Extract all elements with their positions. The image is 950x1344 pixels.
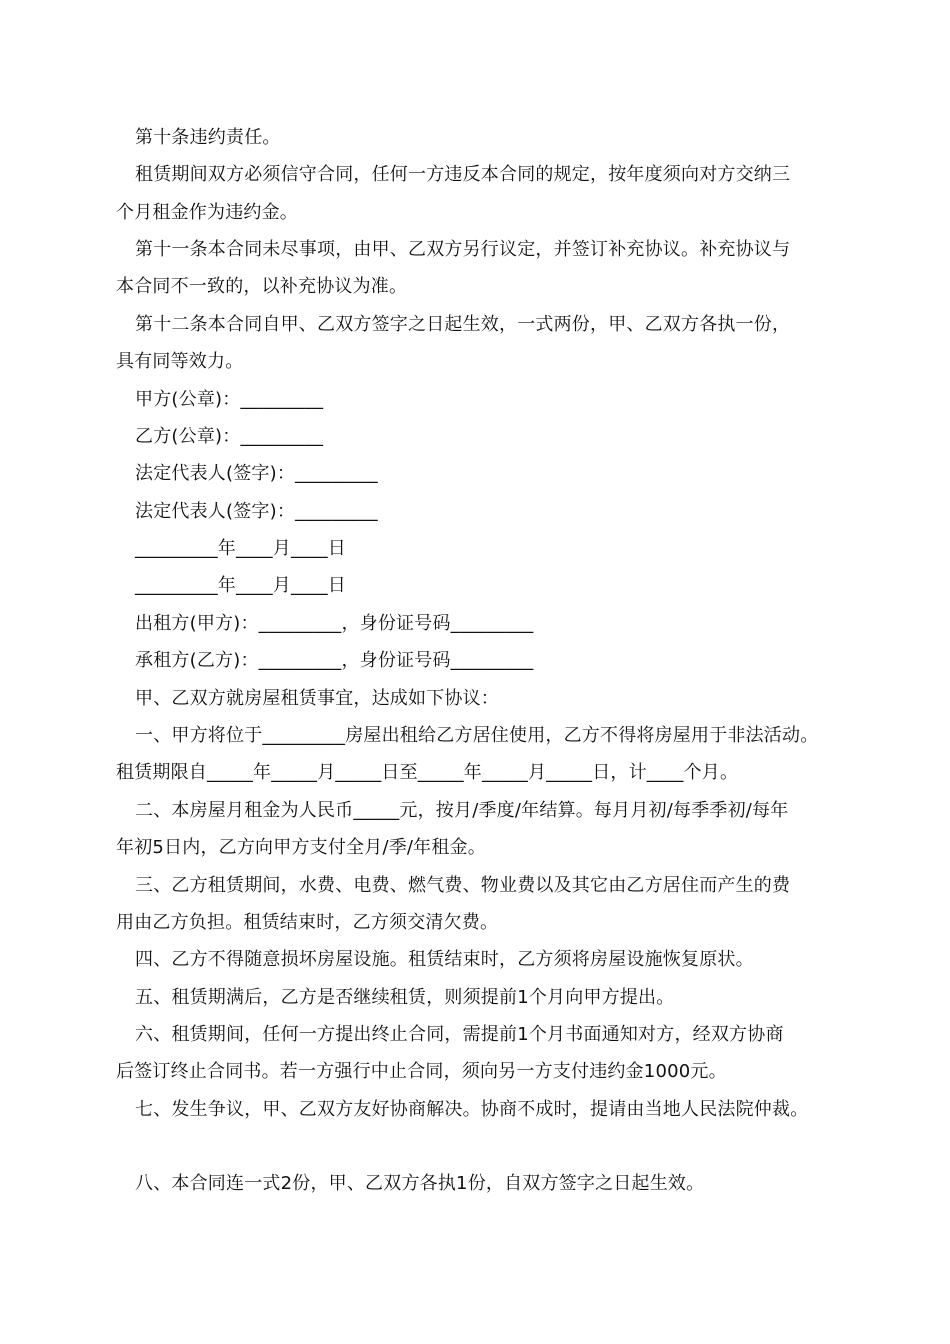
legal-rep-signature-b: 法定代表人(签字)：_________ [135,501,378,522]
article-1-cont: 租赁期限自_____年_____月_____日至_____年_____月_____日，计____个月。 [116,762,739,783]
article-5: 五、租赁期满后，乙方是否继续租赁，则须提前1个月向甲方提出。 [135,987,675,1008]
article-8: 八、本合同连一式2份，甲、乙双方各执1份，自双方签字之日起生效。 [135,1173,705,1194]
article-1: 一、甲方将位于_________房屋出租给乙方居住使用，乙方不得将房屋用于非法活动。 [135,725,819,746]
article-2-cont: 年初5日内，乙方向甲方支付全月/季/年租金。 [116,837,486,858]
clause-10-body-cont: 个月租金作为违约金。 [116,202,298,223]
legal-rep-signature-a: 法定代表人(签字)：_________ [135,463,378,484]
clause-11-body: 第十一条本合同未尽事项，由甲、乙双方另行议定，并签订补充协议。补充协议与 [135,239,791,260]
article-4: 四、乙方不得随意损坏房屋设施。租赁结束时，乙方须将房屋设施恢复原状。 [135,949,754,970]
lessor-field: 出租方(甲方)：_________，身份证号码_________ [135,613,534,634]
article-3: 三、乙方租赁期间，水费、电费、燃气费、物业费以及其它由乙方居住而产生的费 [135,875,791,896]
article-2: 二、本房屋月租金为人民币_____元，按月/季度/年结算。每月月初/每季季初/每年 [135,800,789,821]
party-a-seal-field: 甲方(公章)：_________ [135,389,324,410]
article-3-cont: 用由乙方负担。租赁结束时，乙方须交清欠费。 [116,912,499,933]
lessee-field: 承租方(乙方)：_________，身份证号码_________ [135,650,534,671]
article-6-cont: 后签订终止合同书。若一方强行中止合同，须向另一方支付违约金1000元。 [116,1061,727,1082]
date-field-b: _________年____月____日 [135,575,346,596]
clause-12-body: 第十二条本合同自甲、乙双方签字之日起生效，一式两份，甲、乙双方各执一份， [135,314,791,335]
clause-10-body: 租赁期间双方必须信守合同，任何一方违反本合同的规定，按年度须向对方交纳三 [135,164,791,185]
clause-11-body-cont: 本合同不一致的，以补充协议为准。 [116,276,408,297]
clause-10-title: 第十条违约责任。 [135,127,281,148]
party-b-seal-field: 乙方(公章)：_________ [135,426,324,447]
article-7: 七、发生争议，甲、乙双方友好协商解决。协商不成时，提请由当地人民法院仲裁。 [135,1099,809,1120]
date-field-a: _________年____月____日 [135,538,346,559]
clause-12-body-cont: 具有同等效力。 [116,351,244,372]
article-6: 六、租赁期间，任何一方提出终止合同，需提前1个月书面通知对方，经双方协商 [135,1024,784,1045]
agreement-intro: 甲、乙双方就房屋租赁事宜，达成如下协议： [135,688,499,709]
